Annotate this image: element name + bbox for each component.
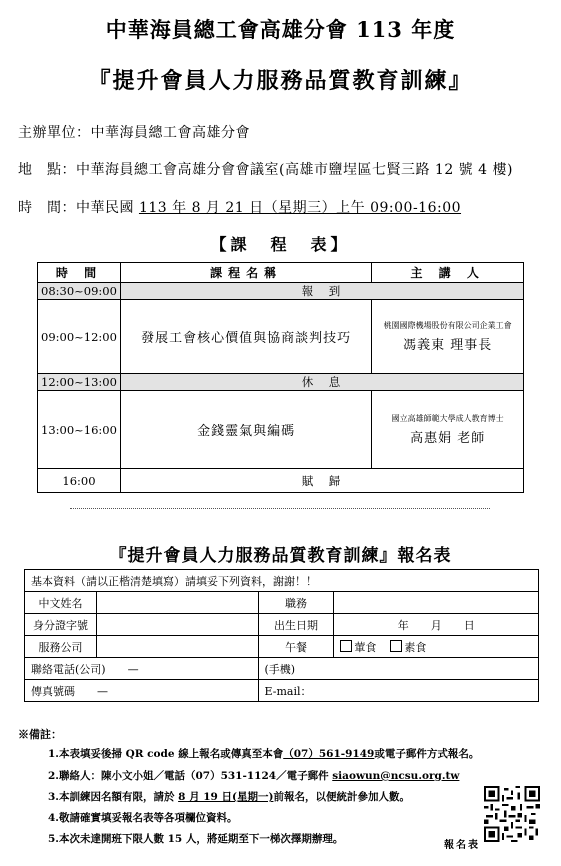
header-speaker: 主 講 人	[372, 263, 524, 283]
registration-form	[24, 569, 539, 702]
note-5: 5.本次未達開班下限人數 15 人，將延期至下一梯次擇期辦理。	[48, 833, 344, 845]
header-time: 時 間	[38, 263, 121, 283]
organizer-label: 主辦單位：	[18, 125, 91, 141]
row-time: 08:30~09:00	[38, 283, 121, 300]
row-course: 發展工會核心價值與協商談判技巧	[120, 300, 371, 374]
note-3-tail: 前報名，以便統計參加人數。	[273, 791, 410, 803]
birth-label: 出生日期	[258, 614, 334, 636]
row-activity: 報 到	[120, 283, 523, 300]
veg-label: 素食	[404, 640, 427, 654]
note-1	[48, 746, 479, 761]
note-4: 4.敬請確實填妥報名表等各項欄位資料。	[48, 812, 238, 824]
qr-code-icon[interactable]	[484, 786, 540, 842]
schedule-row	[38, 300, 524, 374]
time-value: 113 年 8 月 21 日（星期三）上午 09:00-16:00	[138, 200, 462, 216]
form-row	[25, 680, 539, 702]
form-instruction: 基本資料（請以正楷清楚填寫）請填妥下列資料，謝謝！！	[25, 570, 539, 592]
meat-label: 葷食	[354, 640, 377, 654]
form-row	[25, 636, 539, 658]
speaker-name: 高惠娟 老師	[410, 431, 486, 446]
schedule-row	[38, 469, 524, 493]
row-time: 09:00~12:00	[38, 300, 121, 374]
position-label: 職務	[258, 592, 334, 614]
location-value: 中華海員總工會高雄分會會議室(高雄市鹽埕區七賢三路 12 號 4 樓)	[76, 162, 513, 178]
mobile-field[interactable]: (手機)	[258, 658, 538, 680]
row-activity: 賦 歸	[120, 469, 523, 493]
note-3	[48, 789, 410, 804]
row-speaker-cell	[372, 300, 524, 374]
time-label: 時 間：	[18, 200, 76, 216]
form-row	[25, 658, 539, 680]
lunch-label: 午餐	[258, 636, 334, 658]
id-field[interactable]	[96, 614, 258, 636]
schedule-row	[38, 391, 524, 469]
schedule-header-row	[38, 263, 524, 283]
notes-header: ※備註：	[18, 728, 62, 741]
header-course: 課程名稱	[120, 263, 371, 283]
location-line	[18, 159, 513, 179]
note-1-tail: 或電子郵件方式報名。	[374, 748, 480, 760]
note-1-fax: （07）561-9149	[283, 748, 375, 760]
name-label: 中文姓名	[25, 592, 97, 614]
company-field[interactable]	[96, 636, 258, 658]
schedule-table	[37, 262, 524, 493]
row-speaker-cell	[372, 391, 524, 469]
schedule-row	[38, 374, 524, 391]
row-time: 12:00~13:00	[38, 374, 121, 391]
form-row	[25, 570, 539, 592]
schedule-title: 【課 程 表】	[210, 235, 351, 254]
lunch-options	[334, 636, 539, 658]
note-2-email[interactable]: siaowun@ncsu.org.tw	[332, 770, 460, 782]
organizer-value: 中華海員總工會高雄分會	[90, 125, 250, 141]
time-line	[18, 197, 461, 217]
qr-label: 報名表	[444, 840, 480, 851]
row-time: 16:00	[38, 469, 121, 493]
row-course: 金錢靈氣與編碼	[120, 391, 371, 469]
schedule-row	[38, 283, 524, 300]
title-line1: 中華海員總工會高雄分會 113 年度	[105, 17, 456, 42]
location-label: 地 點：	[18, 162, 76, 178]
time-prefix: 中華民國	[76, 200, 139, 216]
note-2	[48, 768, 459, 783]
note-3-text: 3.本訓練因名額有限，請於	[48, 791, 179, 803]
birth-field[interactable]: 年 月 日	[334, 614, 539, 636]
organizer-line	[18, 122, 250, 142]
meat-checkbox[interactable]	[340, 640, 352, 652]
email-field[interactable]: E-mail：	[258, 680, 538, 702]
name-field[interactable]	[96, 592, 258, 614]
row-activity: 休 息	[120, 374, 523, 391]
row-time: 13:00~16:00	[38, 391, 121, 469]
veg-checkbox[interactable]	[390, 640, 402, 652]
form-row	[25, 614, 539, 636]
note-3-date: 8 月 19 日(星期一)	[178, 791, 274, 803]
id-label: 身分證字號	[25, 614, 97, 636]
divider	[70, 508, 490, 509]
speaker-name: 馮義東 理事長	[403, 338, 493, 353]
note-2-text: 2.聯絡人：陳小文小姐／電話（07）531-1124／電子郵件	[48, 770, 333, 782]
fax-field[interactable]: 傳真號碼 —	[25, 680, 259, 702]
company-label: 服務公司	[25, 636, 97, 658]
speaker-org: 國立高雄師範大學成人教育博士	[391, 414, 504, 423]
note-1-text: 1.本表填妥後掃 QR code 線上報名或傳真至本會	[48, 748, 284, 760]
speaker-org: 桃園國際機場股份有限公司企業工會	[383, 321, 512, 330]
registration-title: 『提升會員人力服務品質教育訓練』報名表	[109, 546, 452, 566]
title-line2: 『提升會員人力服務品質教育訓練』	[88, 68, 473, 94]
form-row	[25, 592, 539, 614]
phone-field[interactable]: 聯絡電話(公司) —	[25, 658, 259, 680]
position-field[interactable]	[334, 592, 539, 614]
